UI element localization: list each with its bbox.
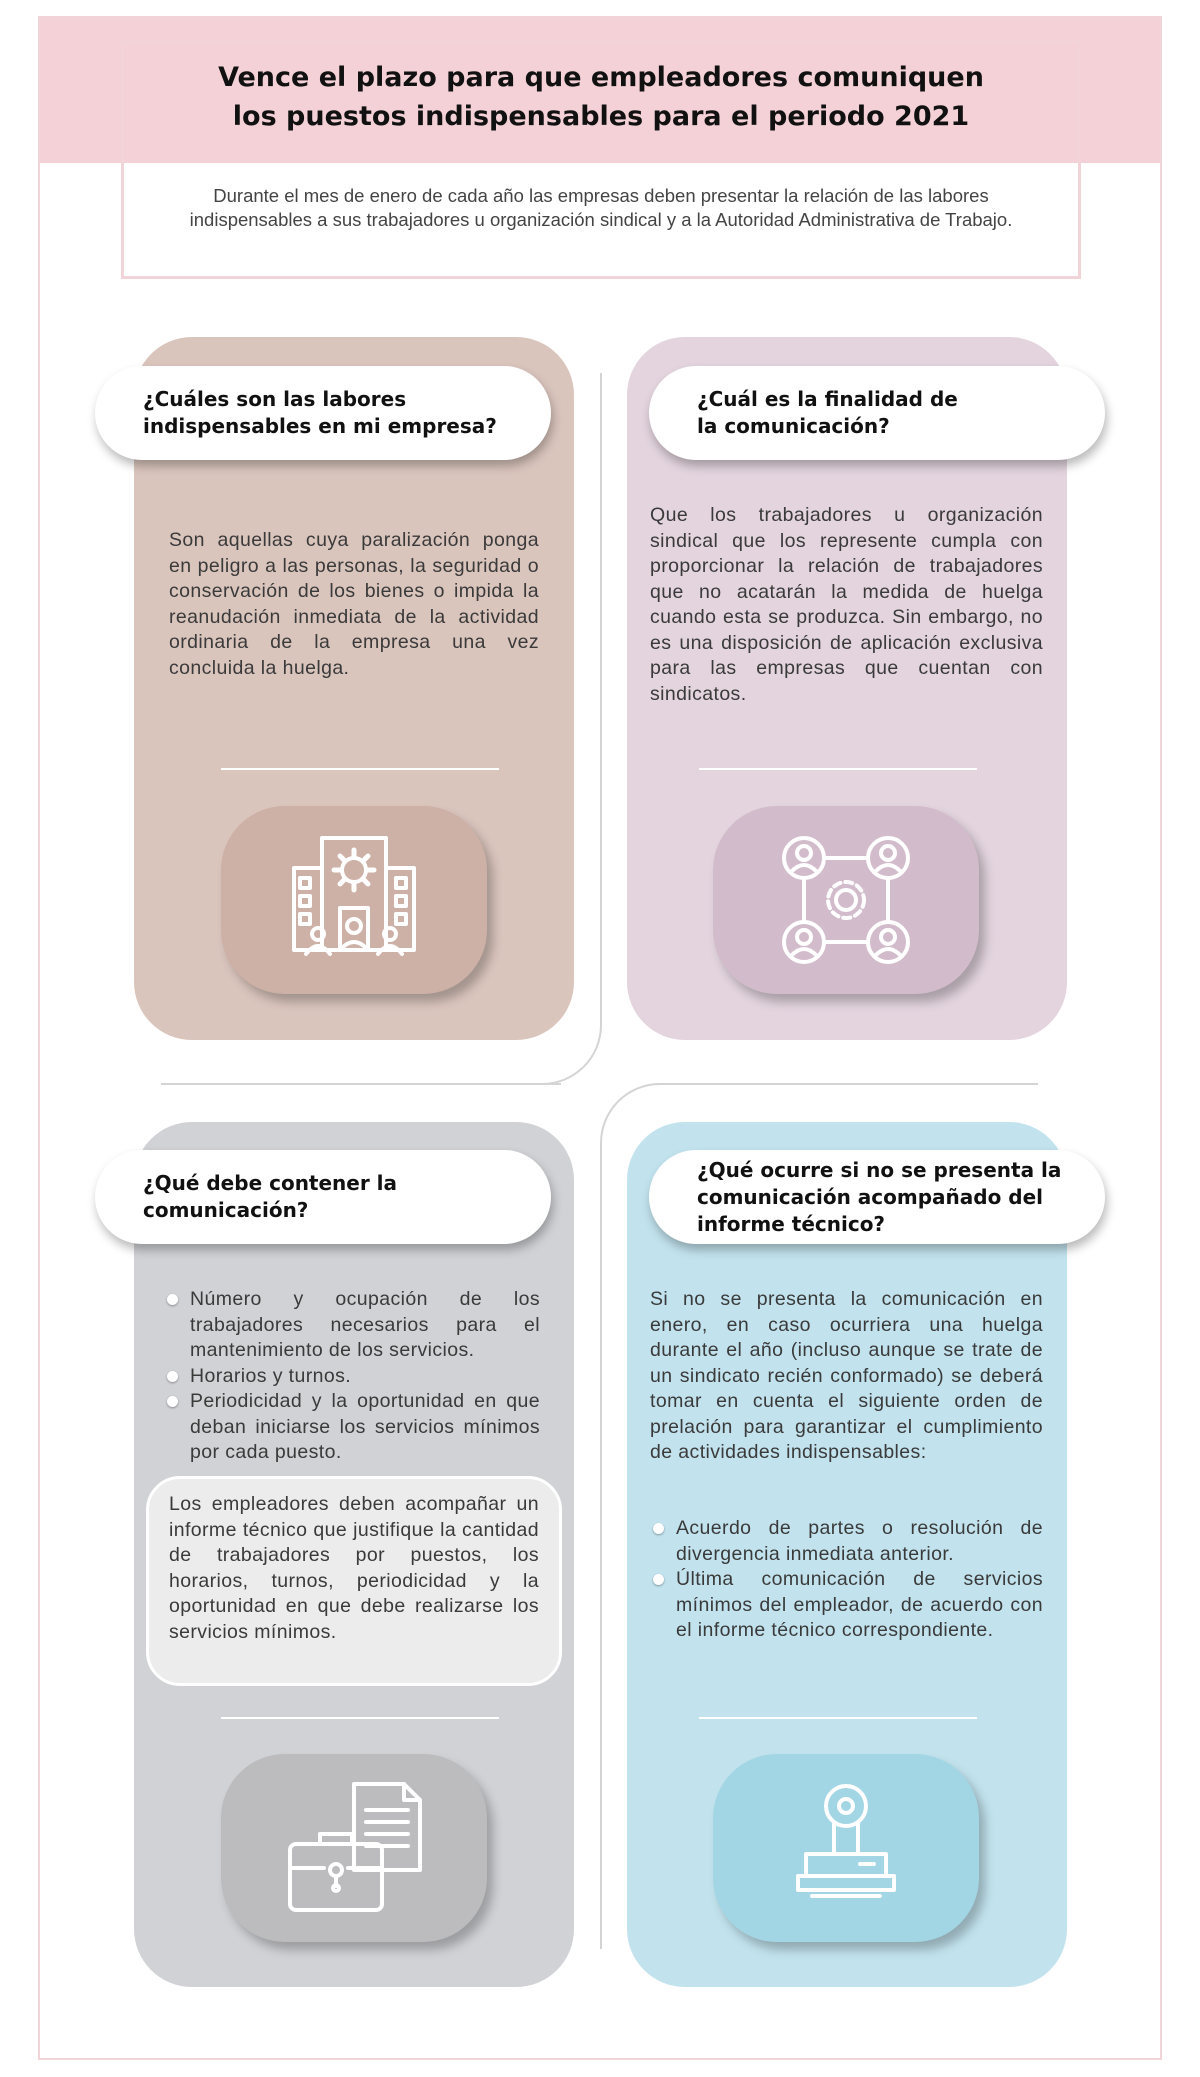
question-pill: [649, 1150, 1105, 1244]
stamp-icon: [776, 1778, 916, 1918]
divider: [699, 768, 977, 770]
question-heading: ¿Cuál es la finalidad de la comunicación?: [697, 387, 958, 438]
divider: [221, 768, 499, 770]
question-heading: ¿Qué ocurre si no se presenta la comunicación acompañado del informe técnico?: [697, 1157, 1062, 1236]
page-title: Vence el plazo para que empleadores comuniquen los puestos indispensables para el periodo 2021: [218, 62, 984, 132]
question-pill: [95, 366, 551, 460]
list-item: Acuerdo de partes o resolución de divergencia inmediata anterior.: [650, 1516, 1043, 1567]
intro-text: Durante el mes de enero de cada año las empresas deben presentar la relación de las labores indispensables a sus trabajadores u organización sindical y a la Autoridad Administrativa de Trabajo.: [189, 185, 1013, 230]
note-text: Los empleadores deben acompañar un informe técnico que justifique la cantidad de trabajadores por puestos, los horarios, turnos, periodicidad y la oportunidad en que debe realizarse los servicios mínimos.: [169, 1493, 539, 1643]
people-network-gear-icon: [776, 830, 916, 970]
icon-tile: [221, 1754, 487, 1942]
list-item: Periodicidad y la oportunidad en que deban iniciarse los servicios mínimos por cada puesto.: [164, 1389, 540, 1466]
divider: [221, 1717, 499, 1719]
separator-line: [161, 1083, 561, 1085]
question-pill: [95, 1150, 551, 1244]
question-pill: [649, 366, 1105, 460]
icon-tile: [713, 1754, 979, 1942]
icon-tile: [713, 806, 979, 994]
list-item: Última comunicación de servicios mínimos del empleador, de acuerdo con el informe técnico correspondiente.: [650, 1567, 1043, 1644]
card-text: Que los trabajadores u organización sindical que los represente cumpla con proporcionar la relación de trabajadores que no acatarán la medida de huelga cuando esta se produzca. Sin embargo, no es una disposición de aplicación exclusiva para las empresas que cuentan con sindicatos.: [650, 504, 1043, 705]
company-building-icon: [284, 830, 424, 970]
separator-line: [660, 1083, 1038, 1085]
question-heading: ¿Qué debe contener la comunicación?: [143, 1171, 398, 1222]
briefcase-document-icon: [284, 1778, 424, 1918]
bullet-list: [164, 1287, 540, 1466]
card-text: Son aquellas cuya paralización ponga en peligro a las personas, la seguridad o conservación de los bienes o impida la reanudación inmediata de la actividad ordinaria de la empresa una vez concluida la huelga.: [169, 529, 539, 679]
list-item: Número y ocupación de los trabajadores necesarios para el mantenimiento de los servicios.: [164, 1287, 540, 1364]
question-heading: ¿Cuáles son las labores indispensables en mi empresa?: [143, 387, 497, 438]
bullet-list: [650, 1516, 1043, 1644]
divider: [699, 1717, 977, 1719]
icon-tile: [221, 806, 487, 994]
card-text: Si no se presenta la comunicación en enero, en caso ocurriera una huelga durante el año (incluso aunque se trate de un sindicato recién conformado) se deberá tomar en cuenta el siguiente orden de prelación para garantizar el cumplimiento de actividades indispensables:: [650, 1288, 1043, 1463]
list-item: Horarios y turnos.: [164, 1364, 540, 1390]
